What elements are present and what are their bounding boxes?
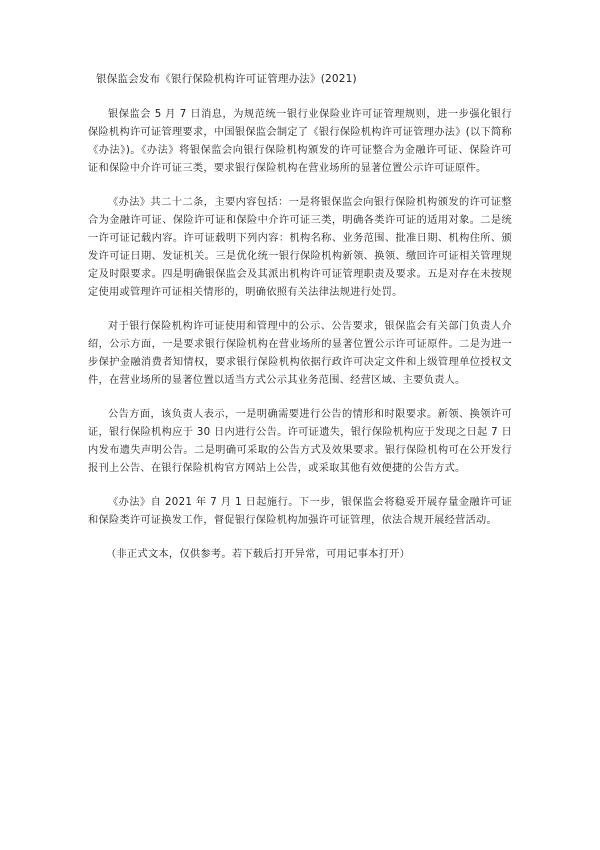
document-title: 银保监会发布《银行保险机构许可证管理办法》(2021) [96,73,357,85]
paragraph-3: 对于银行保险机构许可证使用和管理中的公示、公告要求，银保监会有关部门负责人介绍，公示方面，一是要求银行保险机构在营业场所的显著位置公示许可证原件。二是为进一步保护金融消费者知情权，要求银行保险机构依据行政许可决定文件和上级管理单位授权文件，在营业场所的显著位置以适当方式公示其业务范围、经营区域、主要负责人。 [88,321,512,386]
paragraph-4: 公告方面，该负责人表示，一是明确需要进行公告的情形和时限要求。新领、换领许可证，银行保险机构应于 30 日内进行公告。许可证遗失，银行保险机构应于发现之日起 7 日内发布遗失声明公告。二是明确可采取的公告方式及效果要求。银行保险机构可在公开发行报刊上公告、在银行保险机构官方网站上公告，或采取其他有效便捷的公告方式。 [88,409,512,474]
document-body [88,70,512,564]
disclaimer-note: （非正式文本，仅供参考。若下载后打开异常，可用记事本打开） [106,549,411,560]
paragraph-2: 《办法》共二十二条，主要内容包括：一是将银保监会向银行保险机构颁发的许可证整合为金融许可证、保险许可证和保险中介许可证三类，明确各类许可证的适用对象。二是统一许可证记载内容。许可证载明下列内容：机构名称、业务范围、批准日期、机构住所、颁发许可证日期、发证机关。三是优化统一银行保险机构新领、换领、缴回许可证相关管理规定及时限要求。四是明确银保监会及其派出机构许可证管理职责及要求。五是对存在未按规定使用或管理许可证相关情形的，明确依照有关法律法规进行处罚。 [88,197,512,298]
paragraph-5: 《办法》自 2021 年 7 月 1 日起施行。下一步，银保监会将稳妥开展存量金融许可证和保险类许可证换发工作，督促银行保险机构加强许可证管理，依法合规开展经营活动。 [88,497,512,526]
paragraph-1: 银保监会 5 月 7 日消息，为规范统一银行业保险业许可证管理规则，进一步强化银行保险机构许可证管理要求，中国银保监会制定了《银行保险机构许可证管理办法》(以下简称《办法》)。《办法》将银保监会向银行保险机构颁发的许可证整合为金融许可证、保险许可证和保险中介许可证三类，要求银行保险机构在营业场所的显著位置公示许可证原件。 [88,109,512,174]
